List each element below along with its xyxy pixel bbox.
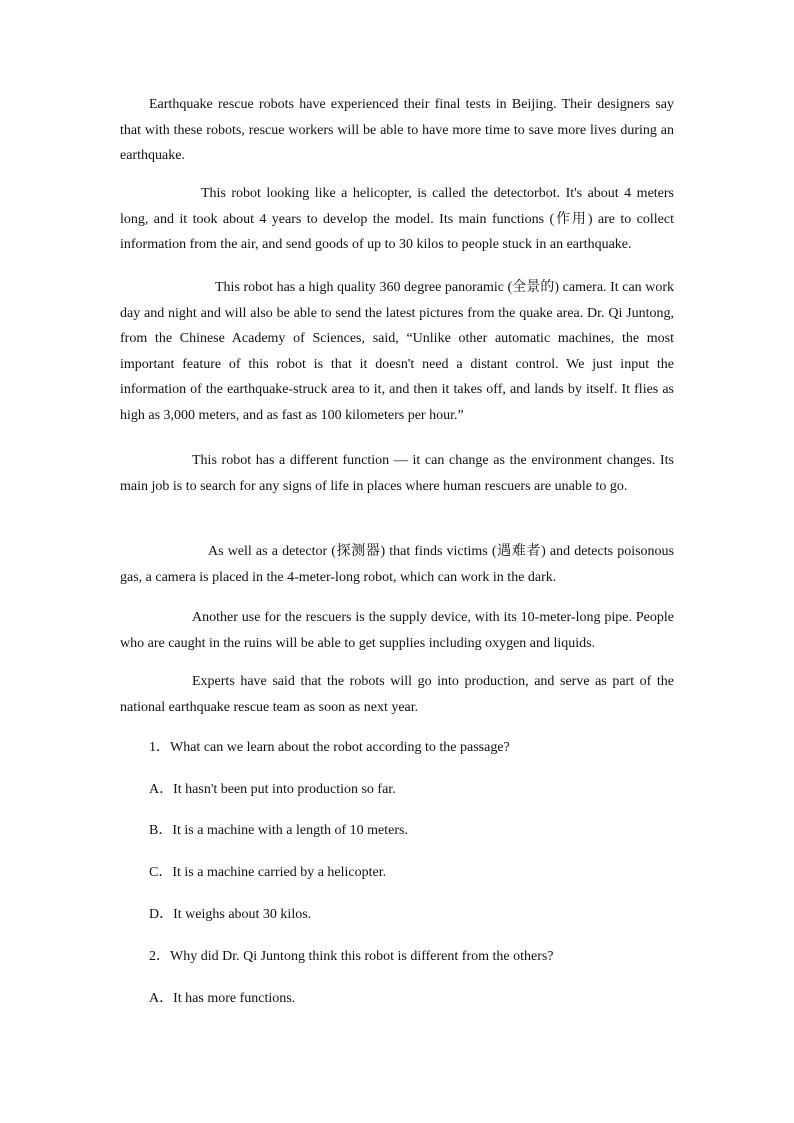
question-1-option-c: C．It is a machine carried by a helicopter. [149,865,387,880]
question-2-stem: 2．Why did Dr. Qi Juntong think this robot is different from the others? [149,949,554,964]
passage-paragraph-4: This robot has a different function — it can change as the environment changes. Its main job is to search for any signs of life in places where human rescuers are unable to go. [120,453,674,494]
question-1-option-a: A．It hasn't been put into production so far. [149,782,396,797]
question-2-option-a: A．It has more functions. [149,991,296,1006]
question-1-stem: 1．What can we learn about the robot according to the passage? [149,740,510,755]
passage-paragraph-2: This robot looking like a helicopter, is called the detectorbot. It's about 4 meters long, and it took about 4 years to develop the model. Its main functions (作用) are to collect information from the air, and send goods of up to 30 kilos to people stuck in an earthquake. [120,186,674,252]
passage-paragraph-1: Earthquake rescue robots have experienced their final tests in Beijing. Their designers say that with these robots, rescue workers will be able to have more time to save more lives during an earthquake. [120,97,674,163]
passage-paragraph-7: Experts have said that the robots will go into production, and serve as part of the national earthquake rescue team as soon as next year. [120,674,674,715]
question-1-option-d: D．It weighs about 30 kilos. [149,907,312,922]
passage-paragraph-5: As well as a detector (探测器) that finds victims (遇难者) and detects poisonous gas, a camera is placed in the 4-meter-long robot, which can work in the dark. [120,544,674,585]
passage-paragraph-3: This robot has a high quality 360 degree panoramic (全景的) camera. It can work day and night and will also be able to send the latest pictures from the quake area. Dr. Qi Juntong, from the Chinese Academy of Sciences, said, “Unlike other automatic machines, the most important feature of this robot is that it doesn't need a distant control. We just input the information of the earthquake-struck area to it, and then it takes off, and lands by itself. It flies as high as 3,000 meters, and as fast as 100 kilometers per hour.” [120,280,674,423]
question-1-option-b: B．It is a machine with a length of 10 meters. [149,823,408,838]
passage-paragraph-6: Another use for the rescuers is the supply device, with its 10-meter-long pipe. People who are caught in the ruins will be able to get supplies including oxygen and liquids. [120,610,674,651]
